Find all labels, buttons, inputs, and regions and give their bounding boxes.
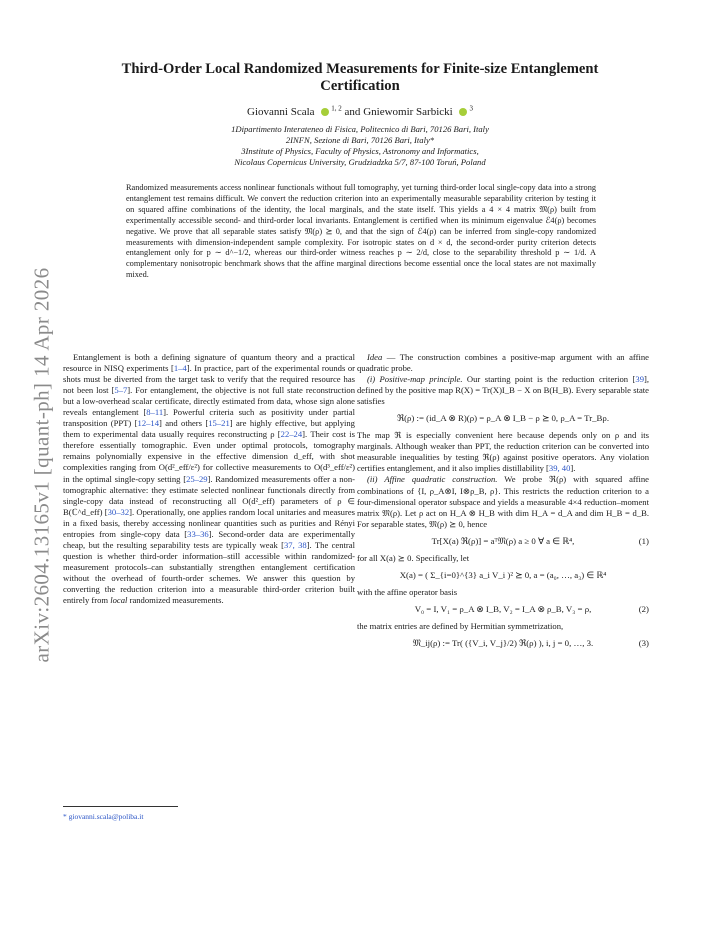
right-column <box>357 352 649 655</box>
affiliations <box>120 124 600 168</box>
map-paragraph: The map ℜ is especially convenient here because depends only on ρ and its marginals. Although weaker than PPT, the reduction criterion can be converted into measurable inequalities by testing ℜ(ρ) against positive operators. Any violation certifies entanglement, and it also implies distillability [39, 40]. <box>357 430 649 474</box>
equation-number: (3) <box>638 637 649 648</box>
equation-reduction: ℜ(ρ) := (id_A ⊗ R)(ρ) = ρ_A ⊗ I_B − ρ ⪰ 0, ρ_A = Tr_Bρ. <box>396 413 610 424</box>
idea-paragraph: Idea — The construction combines a positive-map argument with an affine quadratic probe. <box>357 352 649 374</box>
citation-link[interactable]: 8–11 <box>146 407 164 418</box>
matrix-paragraph: the matrix entries are defined by Hermitian symmetrization, <box>357 620 564 631</box>
footnote-email[interactable]: * giovanni.scala@poliba.it <box>63 812 144 821</box>
citation-link[interactable]: 37, 38 <box>283 539 307 550</box>
basis-paragraph: with the affine operator basis <box>357 586 458 597</box>
orcid-icon[interactable] <box>459 108 467 116</box>
equation-X: X(a) = ( Σ_{i=0}^{3} a_i V_i )² ⪰ 0, a = (a₀, …, a₃) ∈ ℝ⁴ <box>399 569 607 580</box>
citation-link[interactable]: 22–24 <box>280 429 303 440</box>
affiliation-2: 2INFN, Sezione di Bari, 70126 Bari, Italy* <box>285 135 435 145</box>
arxiv-id: arXiv:2604.13165v1 [quant-ph] 14 Apr 2026 <box>29 267 54 663</box>
equation-number: (1) <box>638 535 649 546</box>
citation-link[interactable]: 39, 40 <box>548 463 571 474</box>
equation-2: V₀ = I, V₁ = ρ_A ⊗ I_B, V₂ = I_A ⊗ ρ_B, V₃ = ρ, (2) <box>414 603 649 614</box>
left-column <box>63 352 355 606</box>
intro-paragraph: Entanglement is both a defining signature of quantum theory and a practical resource in NISQ experiments [1–4]. In practice, part of the experimental rounds or shots must be diverted from the target task to verify that the required resource has not been lost [5–7]. For entanglement, the objective is not full state reconstruction but a low-overhead scalar certificate, directly estimated from data, whose sign alone reveals entanglement [8–11]. Powerful criteria such as positivity under partial transposition (PPT) [12–14] and others [15–21] are highly effective, but applying them to experimental data usually requires reconstructing ρ [22–24]. Their cost is therefore essentially tomographic. Even under optimal protocols, tomography remains polynomially expensive in the effective dimension d_eff, with shot complexities ranging from O(d²_eff/ε²) for collective measurements to O(d³_eff/ε²) in the optimal single-copy setting [25–29]. Randomized measurements offer a non-tomographic alternative: they estimate selected nonlinear functionals directly from single-copy data instead of reconstructing all O(d²_eff) parameters of ρ ∈ B(ℂ^d_eff) [30–32]. Operationally, one applies random local unitaries and measures in a fixed basis, thereby accessing nonlinear quantities such as purities and Rényi entropies from single-copy data [33–36]. Second-order data are experimentally cheap, but the resulting separability tests are typically weak [37, 38]. The central question is whether third-order information–still accessible within randomized-measurement protocols–can substantially strengthen entanglement certification without the overhead of fourth-order schemes. We answer this question by converting the reduction criterion into a measurable third-order criterion built entirely from local randomized measurements. <box>63 352 355 606</box>
equation-1: Tr[X(a) ℜ(ρ)] = aᵀ𝔐(ρ) a ≥ 0 ∀ a ∈ ℝ⁴, (1) <box>431 535 649 546</box>
arxiv-stamp <box>22 230 62 700</box>
positive-map-paragraph: (i) Positive-map principle. Our starting point is the reduction criterion [39], defined by the positive map R(X) = Tr(X)I_B − X on B(H_B). Every separable state satisfies <box>357 374 649 407</box>
author-line <box>90 106 630 118</box>
citation-link[interactable]: 15–21 <box>208 418 230 429</box>
citation-link[interactable]: 39 <box>635 374 644 385</box>
citation-link[interactable]: 30–32 <box>107 506 130 517</box>
orcid-icon[interactable] <box>321 108 329 116</box>
author-1-affil: 1, 2 <box>331 104 342 113</box>
equation-3: 𝔐_ij(ρ) := Tr( ({V_i, V_j}/2) ℜ(ρ) ), i, j = 0, …, 3. (3) <box>412 637 649 648</box>
citation-link[interactable]: 12–14 <box>137 418 160 429</box>
citation-link[interactable]: 5–7 <box>114 385 128 396</box>
affine-paragraph: (ii) Affine quadratic construction. We probe ℜ(ρ) with squared affine combinations of {I, ρ_A⊗I, I⊗ρ_B, ρ}. This restricts the reduction criterion to a four-dimensional operator subspace and yields a measurable 4×4 reduction–moment matrix 𝔐(ρ). Let ρ act on H_A ⊗ H_B with dim H_A = d_A and dim H_B = d_B. For separable states, 𝔐(ρ) ⪰ 0, hence <box>357 474 649 529</box>
abstract: Randomized measurements access nonlinear functionals without full tomography, yet turning third-order local single-copy data into a strong entanglement test remains difficult. We convert the reduction criterion into an experimentally measurable separability criterion by testing it on squared affine combinations of the identity, the local marginals, and the state itself. This yields a 4 × 4 matrix 𝔐(ρ) built from experimentally accessible second- and third-order local invariants. Entanglement is certified when its minimum eigenvalue ℰ4(ρ) becomes negative. We prove that all separable states satisfy 𝔐(ρ) ⪰ 0, and that the sign of ℰ4(ρ) can be inferred from single-copy randomized measurements with dimension-independent sample complexity. For isotropic states on d × d, the second-order purity criterion detects entanglement only for p ∼ d^−1/2, whereas our third-order witness reaches p ∼ 2/d, close to the separability threshold p ∼ 1/d. A complementary nonisotropic benchmark shows that the affine marginal directions become essential once the local states are not maximally mixed. <box>126 183 596 280</box>
author-1: Giovanni Scala <box>247 106 315 118</box>
affiliation-3: 3Institute of Physics, Faculty of Physics, Astronomy and Informatics, <box>241 146 479 156</box>
paper-title: Third-Order Local Randomized Measurements for Finite-size Entanglement Certification <box>121 61 599 94</box>
author-2-affil: 3 <box>469 104 473 113</box>
citation-link[interactable]: 33–36 <box>187 528 209 539</box>
author-2: Gniewomir Sarbicki <box>363 106 453 118</box>
affiliation-3-cont: Nicolaus Copernicus University, Grudziadzka 5/7, 87-100 Toruń, Poland <box>234 157 486 167</box>
specifically-paragraph: for all X(a) ⪰ 0. Specifically, let <box>357 552 470 563</box>
equation-number: (2) <box>638 603 649 614</box>
footnote-rule <box>63 806 178 807</box>
citation-link[interactable]: 1–4 <box>173 363 187 374</box>
affiliation-1: 1Dipartimento Interateneo di Fisica, Politecnico di Bari, 70126 Bari, Italy <box>231 124 489 134</box>
citation-link[interactable]: 25–29 <box>186 473 208 484</box>
author-and: and <box>344 106 361 118</box>
